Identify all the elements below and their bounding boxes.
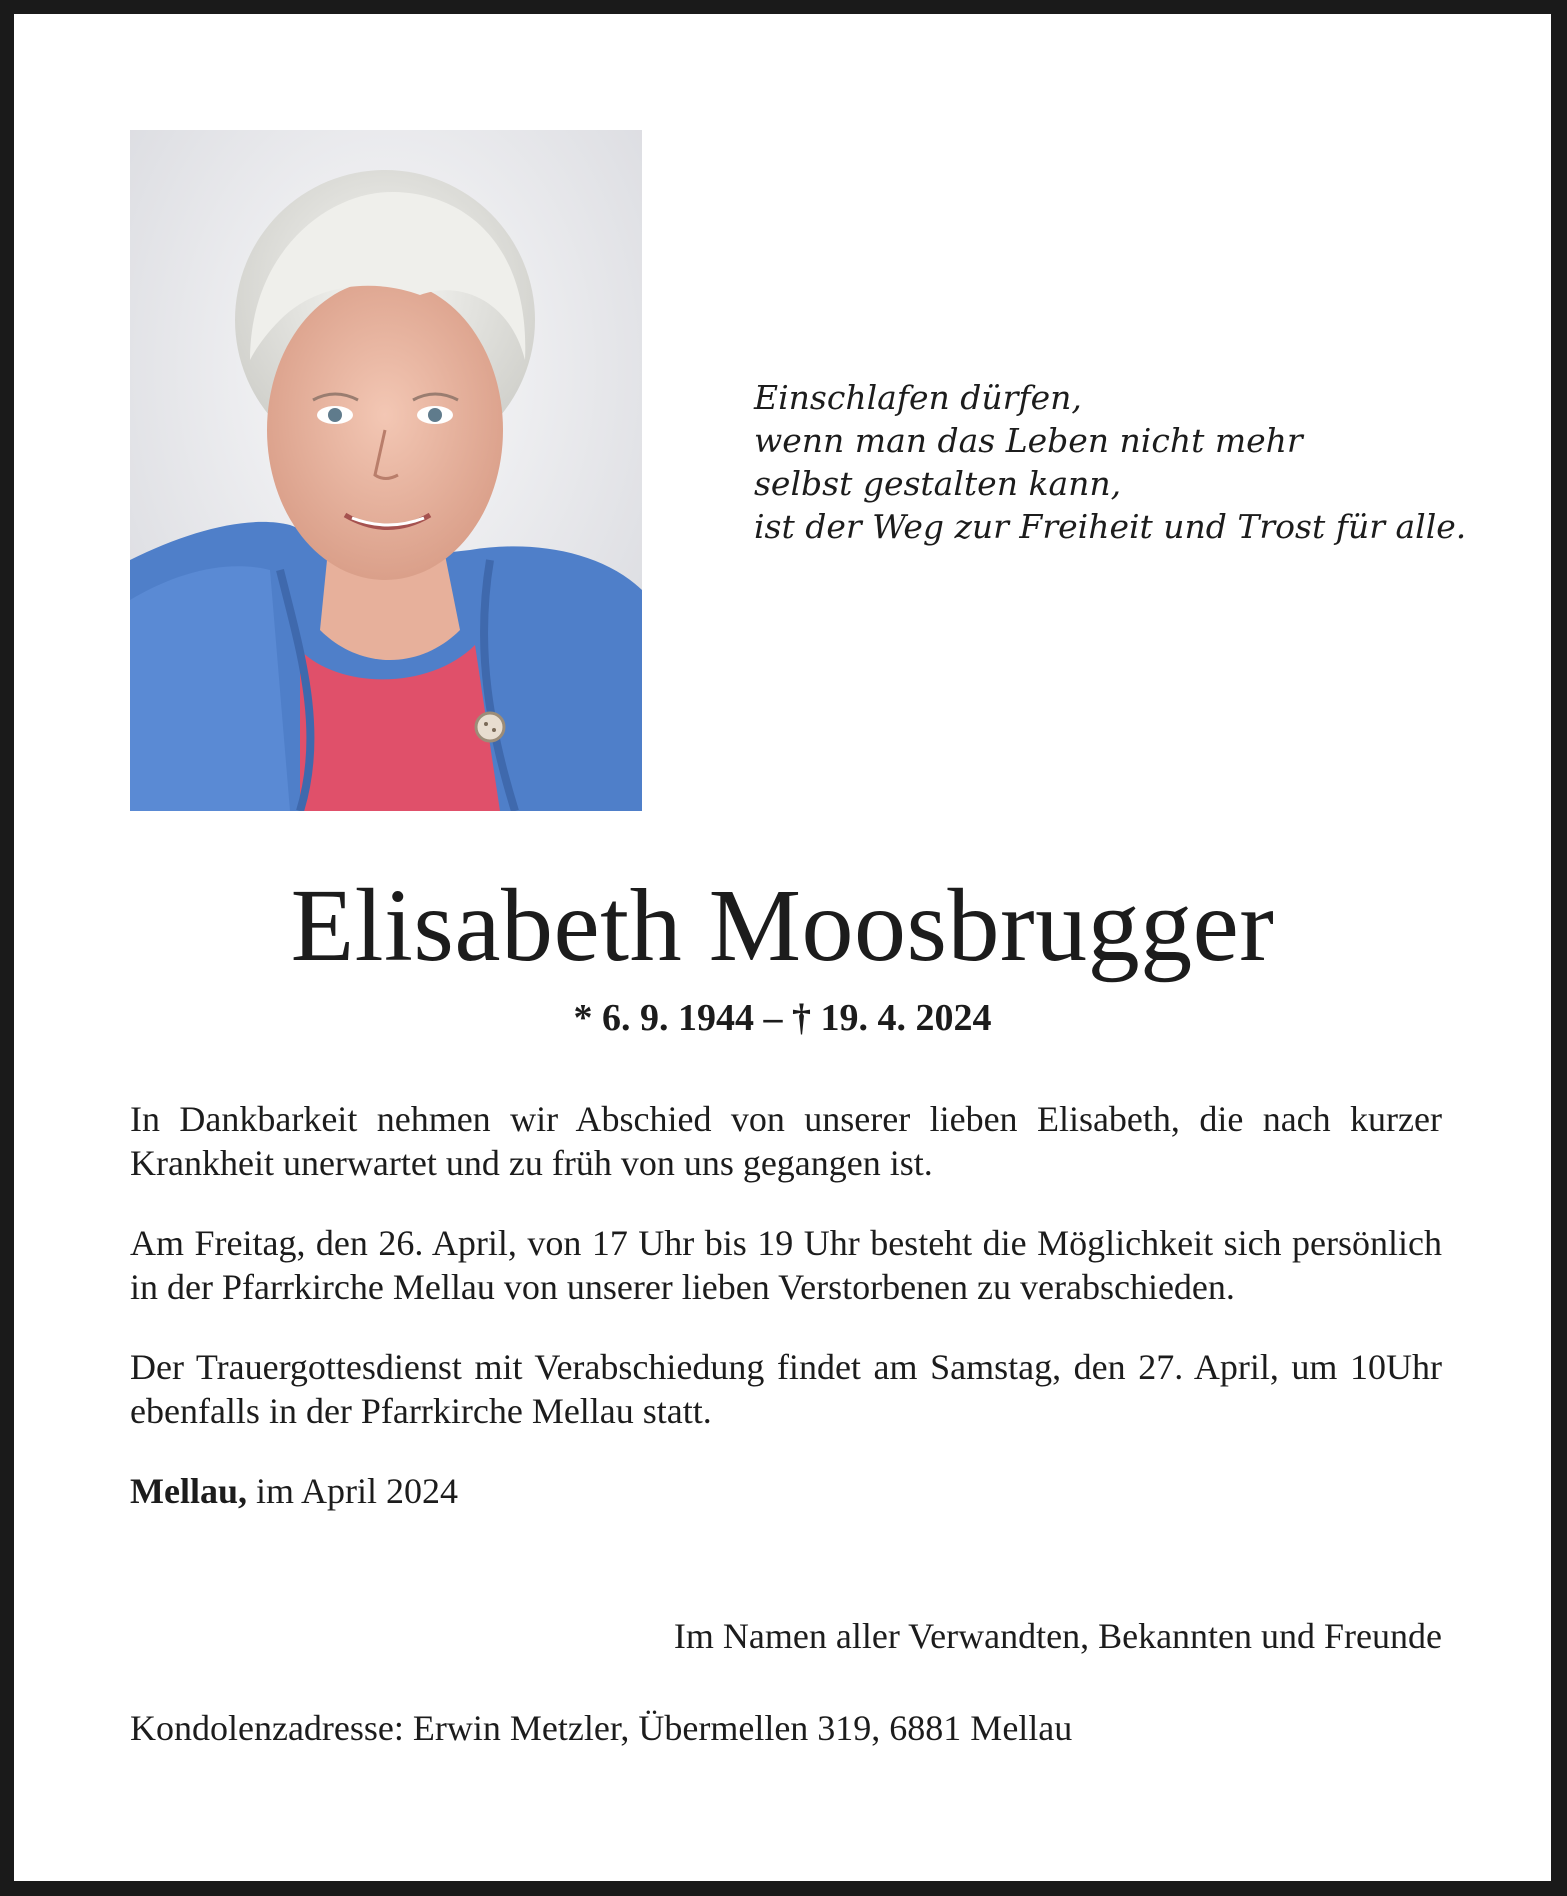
- paragraph: Der Trauergottesdienst mit Verabschiedung findet am Samstag, den 27. April, um 10Uhr ebenfalls in der Pfarrkirche Mellau statt.: [130, 1347, 1442, 1431]
- portrait-photo: [130, 130, 642, 811]
- place-date-line: [130, 1469, 1442, 1513]
- condolence-address: Kondolenzadresse: Erwin Metzler, Übermellen 319, 6881 Mellau: [130, 1708, 1073, 1748]
- quote-line: selbst gestalten kann,: [754, 464, 1122, 503]
- paragraph: In Dankbarkeit nehmen wir Abschied von unserer lieben Elisabeth, die nach kurzer Krankheit unerwartet und zu früh von uns gegangen ist.: [130, 1099, 1442, 1183]
- quote-line: ist der Weg zur Freiheit und Trost für alle.: [754, 507, 1467, 546]
- portrait-illustration: [130, 130, 642, 811]
- obituary-card: [14, 14, 1551, 1881]
- quote: [754, 376, 1474, 548]
- quote-line: wenn man das Leben nicht mehr: [754, 421, 1303, 460]
- signature-line: Im Namen aller Verwandten, Bekannten und Freunde: [673, 1616, 1442, 1656]
- life-dates: * 6. 9. 1944 – † 19. 4. 2024: [573, 997, 992, 1039]
- place-date: im April 2024: [246, 1471, 458, 1511]
- place-town: Mellau,: [130, 1471, 247, 1511]
- deceased-name: Elisabeth Moosbrugger: [290, 868, 1275, 983]
- obituary-text: [130, 1097, 1442, 1513]
- paragraph: Am Freitag, den 26. April, von 17 Uhr bis 19 Uhr besteht die Möglichkeit sich persönlich in der Pfarrkirche Mellau von unserer lieben Verstorbenen zu verabschieden.: [130, 1223, 1442, 1307]
- quote-line: Einschlafen dürfen,: [754, 378, 1082, 417]
